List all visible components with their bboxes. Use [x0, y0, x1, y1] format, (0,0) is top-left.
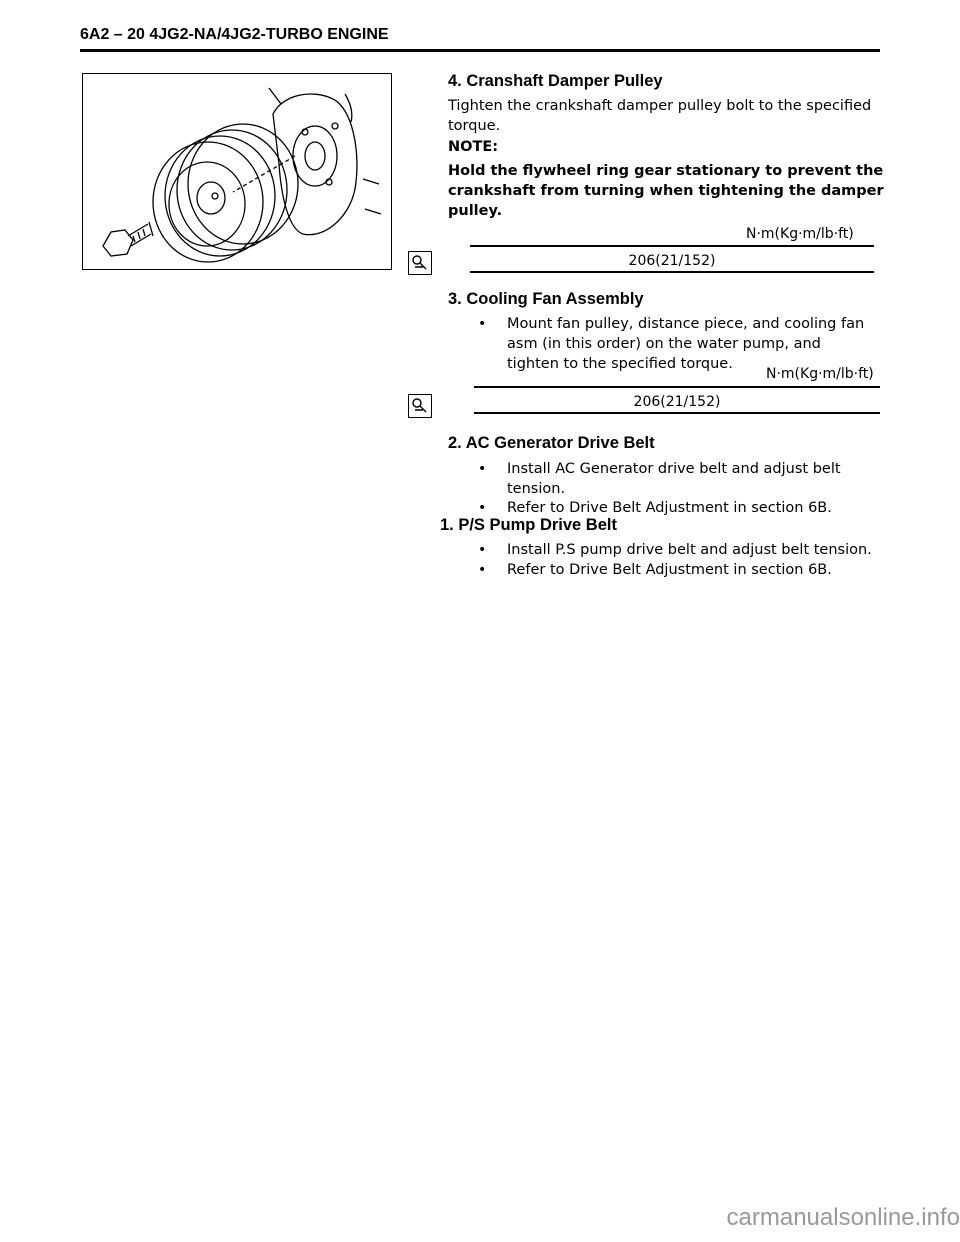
section-2-bullet-1-line-2: tension.	[507, 481, 566, 497]
section-4-title: 4. Cranshaft Damper Pulley	[448, 72, 663, 90]
section-4-note-line-1: Hold the flywheel ring gear stationary to prevent the	[448, 163, 884, 179]
torque-table-bottom-rule	[470, 271, 874, 273]
section-4-note-line-3: pulley.	[448, 203, 503, 219]
section-4-note-line-2: crankshaft from turning when tightening the damper	[448, 183, 884, 199]
section-3-units: N·m(Kg·m/lb·ft)	[766, 366, 874, 382]
section-4-body	[448, 96, 888, 136]
section-2-bullet-2: Refer to Drive Belt Adjustment in section 6B.	[507, 500, 832, 516]
header-rule	[80, 49, 880, 52]
torque-wrench-icon	[408, 394, 432, 418]
section-2-bullet-2-mark: •	[478, 500, 487, 516]
section-1-bullet-2-mark: •	[478, 562, 487, 578]
section-1-bullet-2: Refer to Drive Belt Adjustment in section 6B.	[507, 562, 832, 578]
section-3-torque-value: 206(21/152)	[633, 394, 721, 410]
section-4-units: N·m(Kg·m/lb·ft)	[746, 226, 854, 242]
torque-table-top-rule	[470, 245, 874, 247]
section-2-bullet-1-line-1: Install AC Generator drive belt and adjust belt	[507, 461, 841, 477]
page-header-title: 6A2 – 20 4JG2-NA/4JG2-TURBO ENGINE	[80, 26, 389, 43]
pulley-illustration	[83, 74, 391, 269]
watermark: carmanualsonline.info	[726, 1204, 960, 1231]
pulley-figure	[82, 73, 392, 270]
torque-wrench-icon	[408, 251, 432, 275]
section-2-bullet-1	[507, 459, 887, 499]
section-4-torque-value: 206(21/152)	[628, 253, 716, 269]
section-3-bullet-line-2: asm (in this order) on the water pump, and	[507, 336, 821, 352]
section-4-note-label: NOTE:	[448, 139, 499, 155]
section-3-bullet-line-3: tighten to the specified torque.	[507, 356, 733, 372]
torque-table-top-rule	[474, 386, 880, 388]
section-3-bullet-text	[507, 314, 887, 374]
section-2-bullet-1-mark: •	[478, 461, 487, 477]
section-3-bullet-mark: •	[478, 316, 487, 332]
section-3-bullet-line-1: Mount fan pulley, distance piece, and cooling fan	[507, 316, 865, 332]
section-4-body-line-1: Tighten the crankshaft damper pulley bolt to the specified	[448, 98, 872, 114]
section-4-note	[448, 161, 888, 221]
section-1-bullet-1: Install P.S pump drive belt and adjust belt tension.	[507, 542, 872, 558]
section-1-title: 1. P/S Pump Drive Belt	[440, 516, 617, 534]
section-4-body-line-2: torque.	[448, 118, 501, 134]
section-3-title: 3. Cooling Fan Assembly	[448, 290, 644, 308]
section-1-bullet-1-mark: •	[478, 542, 487, 558]
section-2-title: 2. AC Generator Drive Belt	[448, 434, 655, 452]
torque-table-bottom-rule	[474, 412, 880, 414]
